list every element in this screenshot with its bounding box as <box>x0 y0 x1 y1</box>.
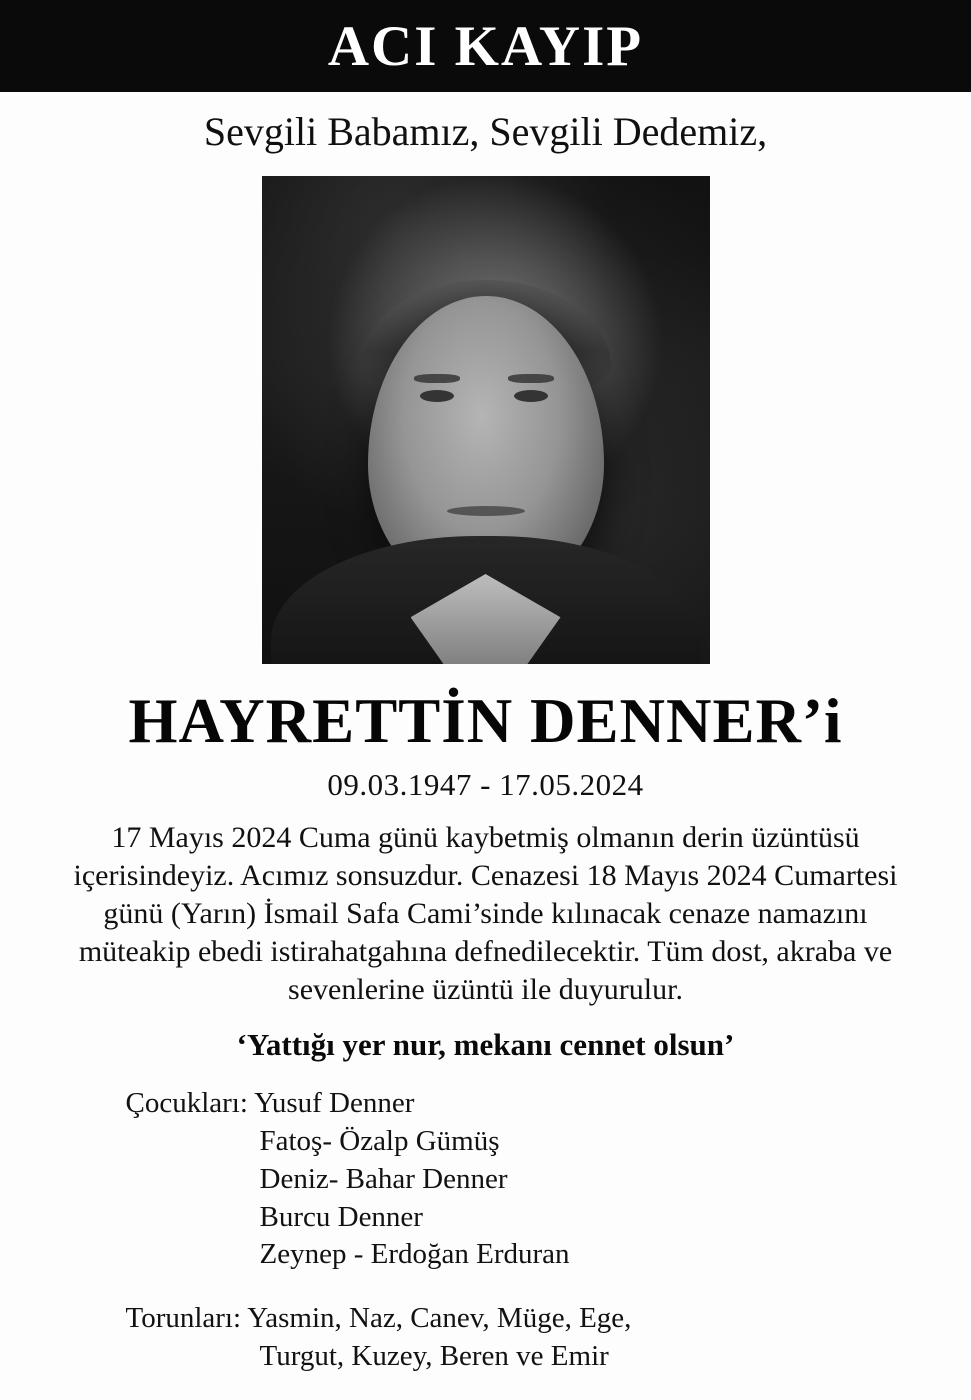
portrait-frame <box>262 176 710 664</box>
grandchildren-list <box>66 1300 906 1375</box>
deceased-name: HAYRETTİN DENNER’i <box>128 686 843 756</box>
children-line-3: Burcu Denner <box>259 1200 423 1233</box>
children-list <box>66 1085 906 1273</box>
deceased-dates: 09.03.1947 - 17.05.2024 <box>327 767 644 802</box>
children-line-4: Zeynep - Erdoğan Erduran <box>259 1238 570 1271</box>
children-line-1: Fatoş- Özalp Gümüş <box>259 1125 500 1158</box>
portrait-brow-left <box>414 374 460 383</box>
grandchildren-line-2: Turgut, Kuzey, Beren ve Emir <box>259 1339 609 1372</box>
portrait-eye-right <box>514 390 548 402</box>
announcement-text: 17 Mayıs 2024 Cuma günü kaybetmiş olmanın derin üzüntüsü içerisindeyiz. Acımız sonsuzdur. Cenazesi 18 Mayıs 2024 Cumartesi günü (Yarın) İsmail Safa Cami’sinde kılınacak cenaze namazını müteakip ebedi istirahatgahına defnedilecektir. Tüm dost, akraba ve sevenlerine üzüntü ile duyurulur. <box>73 821 898 1007</box>
grandchildren-line-1: Torunları: Yasmin, Naz, Canev, Müge, Ege, <box>125 1301 632 1334</box>
prayer-text: ‘Yattığı yer nur, mekanı cennet olsun’ <box>236 1027 735 1063</box>
children-line-2: Deniz- Bahar Denner <box>259 1162 508 1195</box>
headline-text: ACI KAYIP <box>327 14 644 78</box>
portrait-photo <box>262 176 710 664</box>
portrait-brow-right <box>508 374 554 383</box>
children-line-0: Çocukları: Yusuf Denner <box>125 1087 415 1120</box>
headline-banner <box>0 0 971 92</box>
portrait-mouth <box>447 506 525 516</box>
portrait-eye-left <box>420 390 454 402</box>
subtitle-text: Sevgili Babamız, Sevgili Dedemiz, <box>203 109 768 154</box>
